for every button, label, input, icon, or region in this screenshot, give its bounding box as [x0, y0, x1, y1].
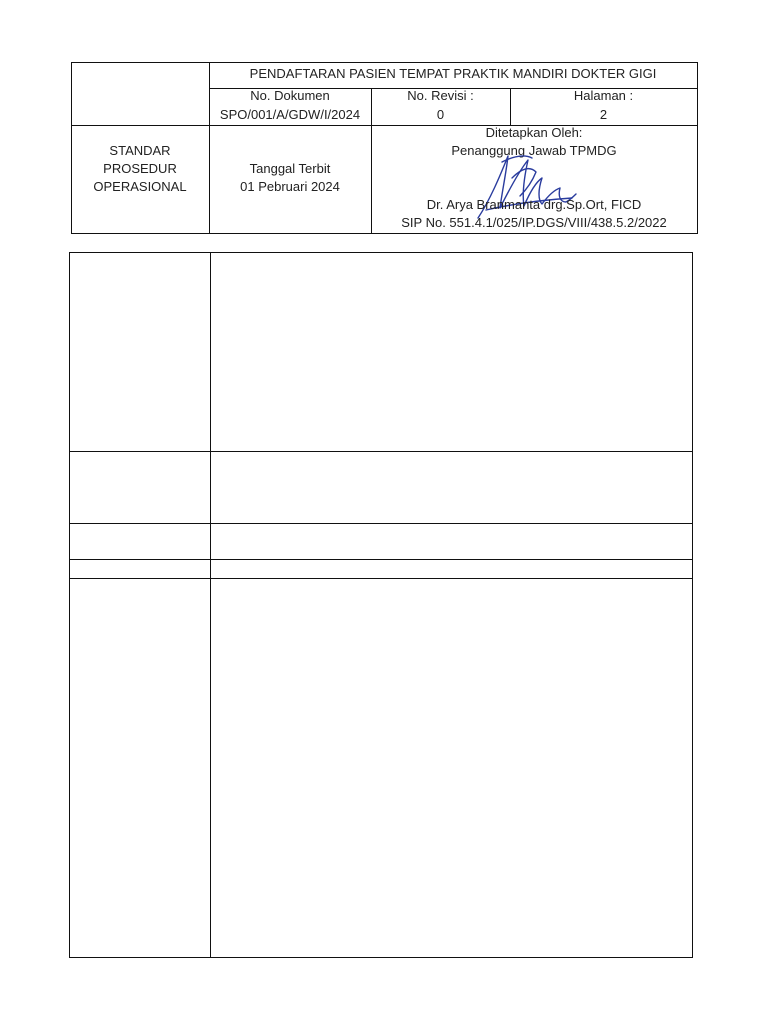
body-bottom-border — [69, 957, 693, 958]
page-value: 2 — [599, 107, 608, 122]
body-left-border — [69, 252, 70, 958]
responsible-title: Penanggung Jawab TPMDG — [451, 143, 617, 158]
body-right-border — [692, 252, 693, 958]
document-title: PENDAFTARAN PASIEN TEMPAT PRAKTIK MANDIRI DOKTER GIGI — [249, 66, 657, 81]
body-row-divider-1 — [69, 451, 693, 452]
issue-date-label: Tanggal Terbit — [249, 161, 331, 176]
page-label: Halaman : — [573, 88, 634, 103]
doc-number-value: SPO/001/A/GDW/I/2024 — [219, 107, 361, 122]
doctor-name: Dr. Arya Branmanta drg.Sp.Ort, FICD — [426, 197, 642, 212]
body-row-divider-4 — [69, 578, 693, 579]
sop-line-3: OPERASIONAL — [93, 179, 187, 194]
sip-number: SIP No. 551.4.1/025/IP.DGS/VIII/438.5.2/2022 — [401, 215, 667, 230]
established-by-label: Ditetapkan Oleh: — [485, 125, 583, 140]
issue-date-value: 01 Pebruari 2024 — [240, 179, 340, 194]
revision-value: 0 — [436, 107, 445, 122]
sop-line-2: PROSEDUR — [103, 161, 177, 176]
body-row-divider-2 — [69, 523, 693, 524]
sop-line-1: STANDAR — [109, 143, 171, 158]
doc-number-label: No. Dokumen — [250, 88, 330, 103]
header-top-border — [71, 62, 698, 63]
revision-label: No. Revisi : — [407, 88, 474, 103]
body-top-border — [69, 252, 693, 253]
header-right-border — [697, 62, 698, 234]
header-bottom-border — [71, 233, 698, 234]
body-row-divider-3 — [69, 559, 693, 560]
body-col-divider — [210, 252, 211, 958]
